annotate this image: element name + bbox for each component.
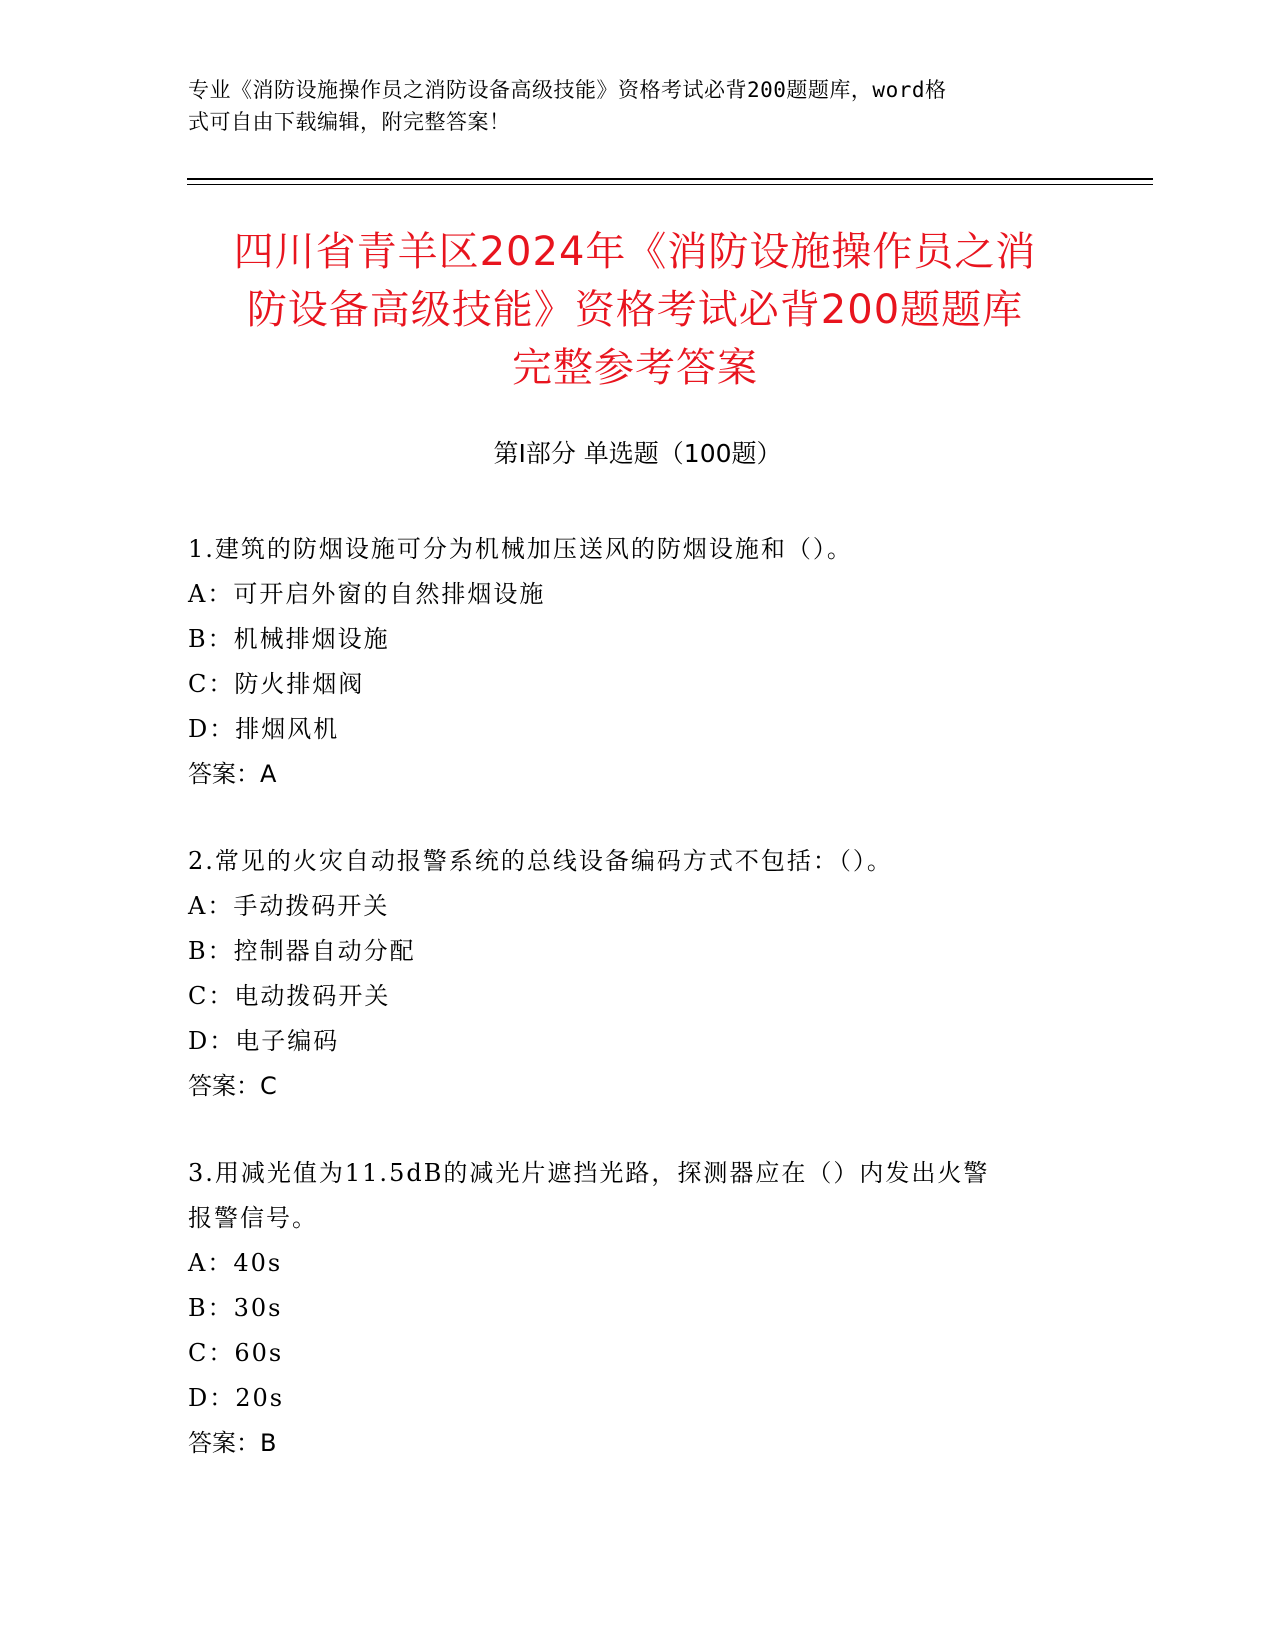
question-list (188, 527, 1088, 1508)
question-option-c: C：电动拨码开关 (188, 982, 391, 1010)
title-line3: 完整参考答案 (512, 345, 758, 391)
header-rule-thick (187, 178, 1153, 180)
header-note-line1: 专业《消防设施操作员之消防设备高级技能》资格考试必背200题题库，word格 (188, 78, 947, 102)
question-option-c: C：60s (188, 1339, 284, 1367)
question-stem-line: 1.建筑的防烟设施可分为机械加压送风的防烟设施和（）。 (188, 535, 853, 563)
section-heading: 第Ⅰ部分 单选题（100题） (493, 439, 782, 468)
document-title (180, 223, 1090, 397)
question-option-b: B：机械排烟设施 (188, 625, 390, 653)
question-option-d: D：电子编码 (188, 1027, 340, 1055)
question-option-c: C：防火排烟阀 (188, 670, 365, 698)
question-stem-line: 2.常见的火灾自动报警系统的总线设备编码方式不包括：（）。 (188, 847, 893, 875)
header-rule-thin (187, 184, 1153, 185)
question-option-b: B：控制器自动分配 (188, 937, 416, 965)
question-3 (188, 1151, 1088, 1466)
title-line2: 防设备高级技能》资格考试必背200题题库 (246, 287, 1024, 333)
question-option-a: A：可开启外窗的自然排烟设施 (188, 580, 546, 608)
question-stem-line: 3.用减光值为11.5dB的减光片遮挡光路，探测器应在（）内发出火警 (188, 1159, 990, 1187)
header-note (188, 74, 1088, 138)
question-answer: 答案：B (188, 1429, 277, 1457)
title-line1: 四川省青羊区2024年《消防设施操作员之消 (233, 229, 1037, 275)
question-2 (188, 839, 1088, 1109)
header-note-line2: 式可自由下载编辑，附完整答案！ (188, 110, 511, 134)
question-option-a: A：40s (188, 1249, 283, 1277)
question-option-d: D：排烟风机 (188, 715, 340, 743)
question-answer: 答案：C (188, 1072, 277, 1100)
question-option-b: B：30s (188, 1294, 283, 1322)
question-option-a: A：手动拨码开关 (188, 892, 390, 920)
question-answer: 答案：A (188, 760, 277, 788)
question-option-d: D：20s (188, 1384, 285, 1412)
question-1 (188, 527, 1088, 797)
question-stem-line: 报警信号。 (188, 1204, 318, 1232)
